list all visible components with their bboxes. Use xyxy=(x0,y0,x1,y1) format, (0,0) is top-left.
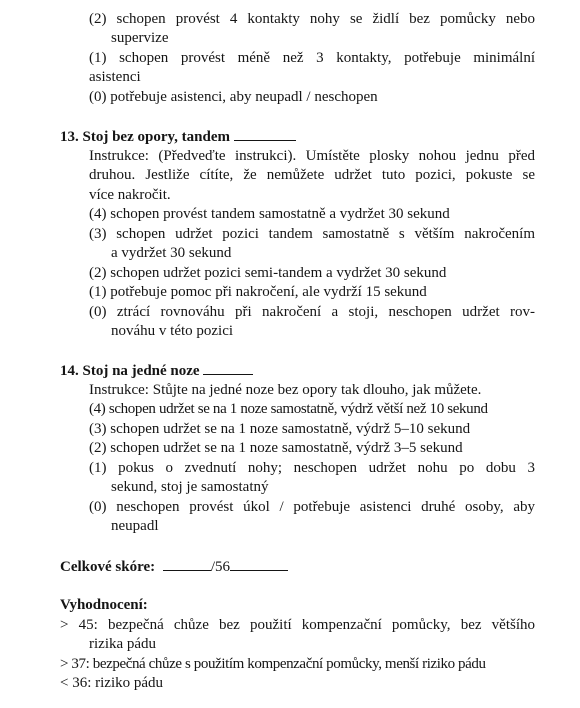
item-13-instruction-line3: více nakročit. xyxy=(89,187,171,203)
evaluation-range-45-line2: rizika pádu xyxy=(89,636,157,652)
item-14-option-0-line2: neupadl xyxy=(111,518,159,534)
item-13-heading xyxy=(60,127,296,148)
prev-option-2-line2: supervize xyxy=(111,30,169,46)
item-14-option-1-line1: (1) pokus o zvednutí nohy; neschopen udržet nohu po dobu 3 xyxy=(89,460,535,476)
evaluation-range-37: > 37: bezpečná chůze s použitím kompenzační pomůcky, menší riziko pádu xyxy=(60,656,486,672)
prev-option-2-line1: (2) schopen provést 4 kontakty nohy se židlí bez pomůcky nebo xyxy=(89,11,535,27)
evaluation-range-36: < 36: riziko pádu xyxy=(60,675,164,691)
total-score-blank xyxy=(163,557,211,571)
item-13-instruction-line1: Instrukce: (Předveďte instrukci). Umístěte plosky nohou jednu před xyxy=(89,148,535,164)
item-13-option-2: (2) schopen udržet pozici semi-tandem a vydržet 30 sekund xyxy=(89,265,447,281)
item-13-option-3-line2: a vydržet 30 sekund xyxy=(111,245,232,261)
item-13-option-0-line1: (0) ztrácí rovnováhu při nakročení a stoji, neschopen udržet rov- xyxy=(89,304,535,320)
prev-option-1-line2: asistenci xyxy=(89,69,141,85)
item-13-option-3-line1: (3) schopen udržet pozici tandem samostatně s větším nakročením xyxy=(89,226,535,242)
evaluation-title: Vyhodnocení: xyxy=(60,597,148,613)
item-13-score-blank xyxy=(234,127,296,141)
item-13-option-0-line2: nováhu v této pozici xyxy=(111,323,234,339)
item-14-option-3: (3) schopen udržet se na 1 noze samostatně, výdrž 5–10 sekund xyxy=(89,421,471,437)
item-13-option-4: (4) schopen provést tandem samostatně a vydržet 30 sekund xyxy=(89,206,450,222)
total-score-max: /56 xyxy=(210,559,231,575)
item-13-instruction-line2: druhou. Jestliže cítíte, že nemůžete udržet tuto pozici, pokuste se xyxy=(89,167,535,183)
total-score-label: Celkové skóre: xyxy=(60,559,156,575)
total-score-blank-2 xyxy=(230,557,288,571)
item-13-option-1: (1) potřebuje pomoc při nakročení, ale vydrží 15 sekund xyxy=(89,284,427,300)
prev-option-0: (0) potřebuje asistenci, aby neupadl / neschopen xyxy=(89,89,378,105)
item-14-option-0-line1: (0) neschopen provést úkol / potřebuje asistenci druhé osoby, aby xyxy=(89,499,535,515)
item-14-instruction: Instrukce: Stůjte na jedné noze bez opory tak dlouho, jak můžete. xyxy=(89,382,482,398)
item-14-option-4: (4) schopen udržet se na 1 noze samostatně, výdrž větší než 10 sekund xyxy=(89,401,488,417)
item-14-heading xyxy=(60,361,253,382)
item-13-title: 13. Stoj bez opory, tandem xyxy=(60,129,230,145)
item-14-option-2: (2) schopen udržet se na 1 noze samostatně, výdrž 3–5 sekund xyxy=(89,440,463,456)
item-14-title: 14. Stoj na jedné noze xyxy=(60,363,200,379)
item-14-option-1-line2: sekund, stoj je samostatný xyxy=(111,479,269,495)
prev-option-1-line1: (1) schopen provést méně než 3 kontakty, potřebuje minimální xyxy=(89,50,535,66)
total-score-row xyxy=(60,557,288,578)
item-14-score-blank xyxy=(203,361,253,375)
evaluation-range-45-line1: > 45: bezpečná chůze bez použití kompenzační pomůcky, bez většího xyxy=(60,617,535,633)
